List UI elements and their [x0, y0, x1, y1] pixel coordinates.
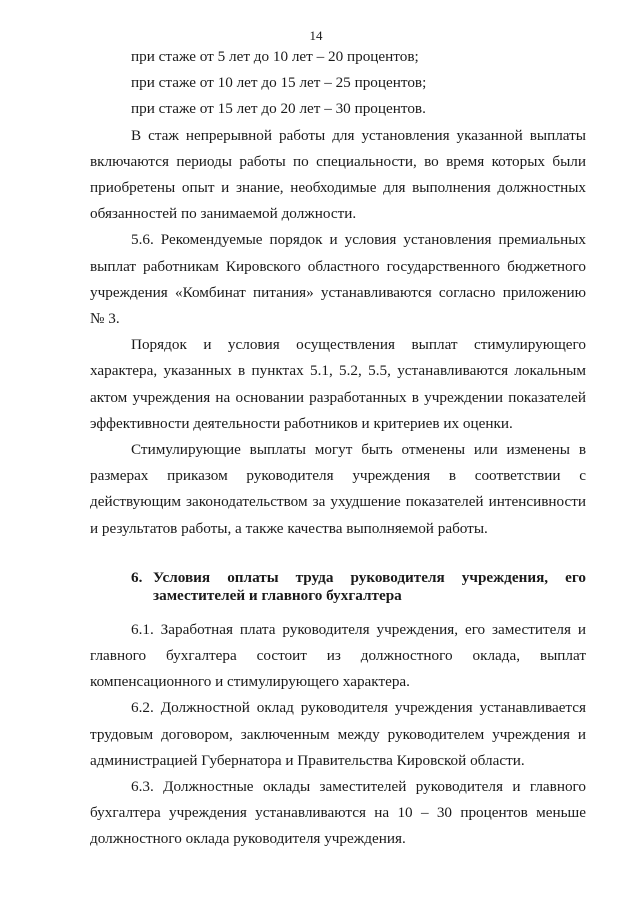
section-number: 6.	[131, 568, 143, 586]
paragraph: Стимулирующие выплаты могут быть отменены или изменены в размерах приказом руководителя учреждения в соответствии с действующим законодательством за ухудшение показателей интенсивности и результатов работы, а также качества выполняемой работы.	[90, 441, 586, 537]
section-title: Условия оплаты труда руководителя учреждения, его заместителей и главного бухгалтера	[153, 568, 586, 604]
document-body	[90, 44, 586, 853]
page-number: 14	[309, 28, 323, 43]
list-item: при стаже от 15 лет до 20 лет – 30 процентов.	[131, 100, 426, 118]
paragraph: 6.1. Заработная плата руководителя учреждения, его заместителя и главного бухгалтера состоит из должностного оклада, выплат компенсационного и стимулирующего характера.	[90, 620, 586, 691]
list-item: при стаже от 5 лет до 10 лет – 20 процентов;	[131, 48, 419, 65]
paragraph: 5.6. Рекомендуемые порядок и условия установления премиальных выплат работникам Кировского областного государственного бюджетного учреждения «Комбинат питания» устанавливаются согласно приложению № 3.	[90, 231, 586, 328]
spacer	[90, 542, 586, 569]
section-heading	[90, 569, 586, 605]
paragraph: Порядок и условия осуществления выплат стимулирующего характера, указанных в пунктах 5.1, 5.2, 5.5, устанавливаются локальным актом учреждения на основании разработанных в учреждении показателей эффективности деятельности работников и критериев их оценки.	[90, 336, 586, 432]
list-item: при стаже от 10 лет до 15 лет – 25 процентов;	[131, 74, 427, 92]
paragraph: 6.2. Должностной оклад руководителя учреждения устанавливается трудовым договором, заключенным между руководителем учреждения и администрацией Губернатора и Правительства Кировской области.	[90, 699, 586, 769]
paragraph: 6.3. Должностные оклады заместителей руководителя и главного бухгалтера учреждения устанавливаются на 10 – 30 процентов меньше должностного оклада руководителя учреждения.	[90, 778, 586, 848]
paragraph: В стаж непрерывной работы для установления указанной выплаты включаются периоды работы по специальности, во время которых были приобретены опыт и знание, необходимые для выполнения должностных обязанностей по занимаемой должности.	[90, 126, 586, 223]
